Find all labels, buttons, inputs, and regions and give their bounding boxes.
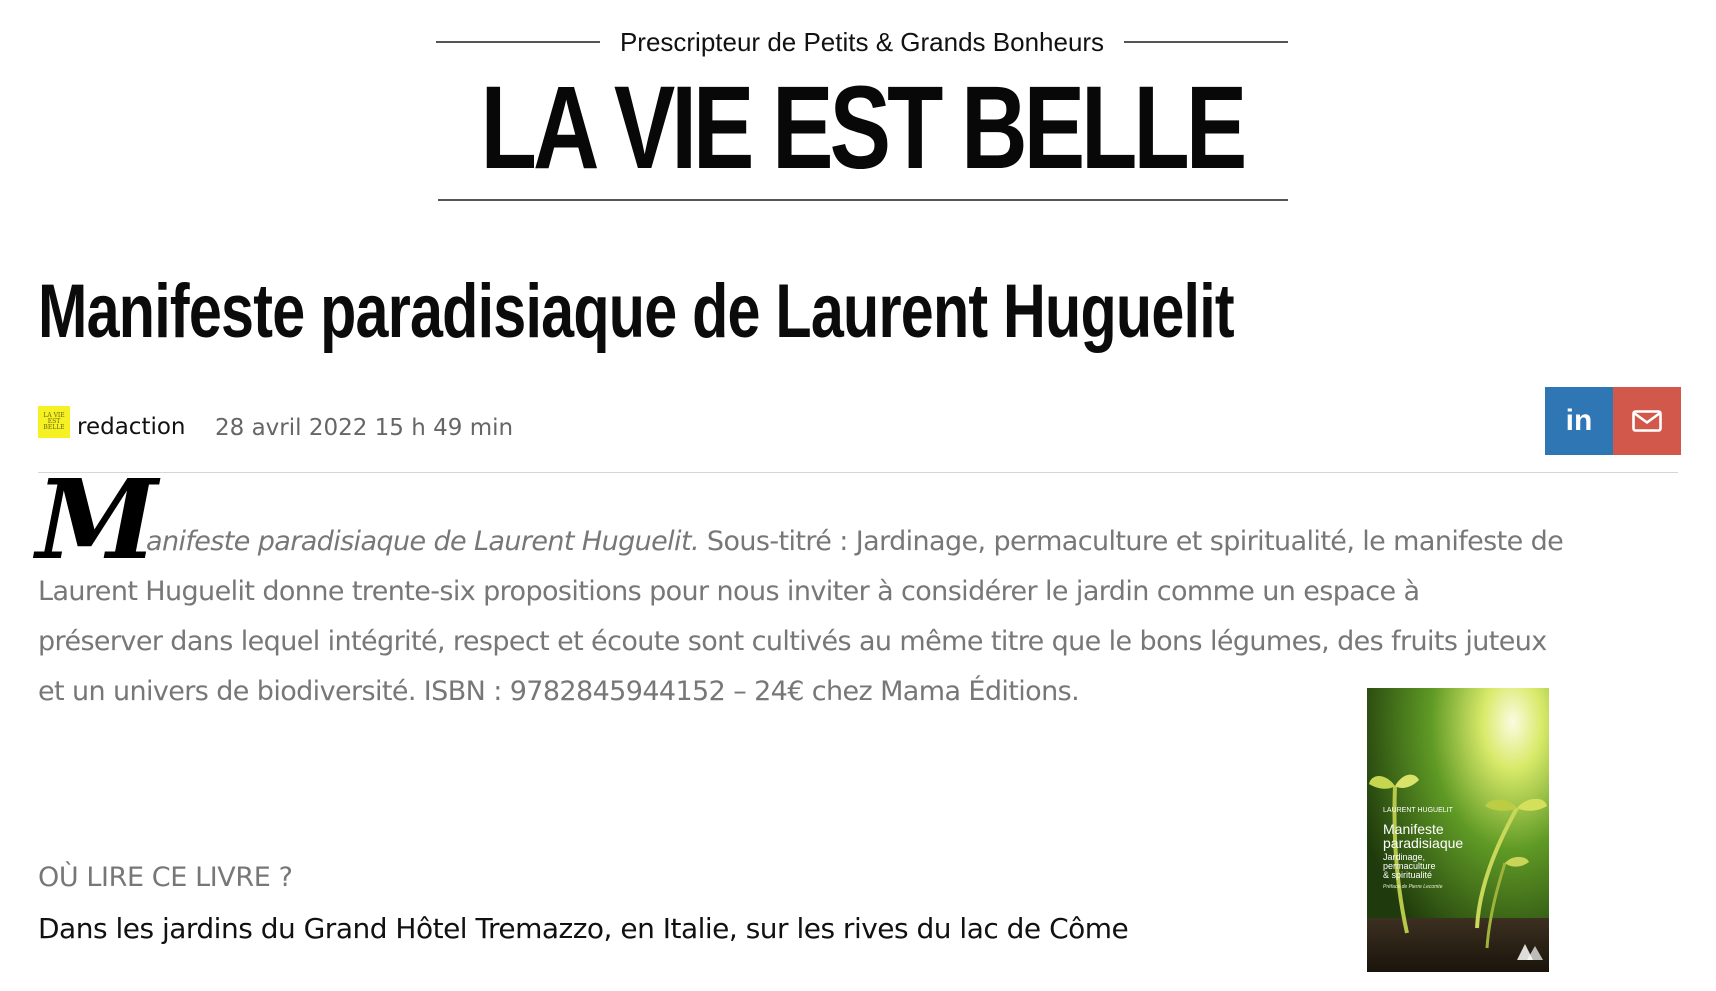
masthead-tagline-row bbox=[436, 22, 1288, 62]
author-link[interactable]: redaction bbox=[77, 414, 186, 440]
tagline-rule-left bbox=[436, 41, 600, 43]
book-cover-image bbox=[1367, 688, 1549, 972]
cover-author: LAURENT HUGUELIT bbox=[1383, 807, 1453, 814]
intro-rest: Sous-titré : Jardinage, permaculture et spiritualité, le manifeste de bbox=[698, 526, 1564, 557]
envelope-icon bbox=[1632, 410, 1662, 432]
body-line-1 bbox=[146, 522, 1563, 562]
cover-title-line2: paradisiaque bbox=[1383, 835, 1464, 851]
article-title: Manifeste paradisiaque de Laurent Huguelit bbox=[38, 269, 1234, 354]
book-cover-artwork bbox=[1367, 688, 1549, 972]
avatar-text: LA VIE EST BELLE bbox=[43, 412, 65, 431]
body-line-4: et un univers de biodiversité. ISBN : 9782845944152 – 24€ chez Mama Éditions. bbox=[38, 676, 1080, 707]
tagline-rule-right bbox=[1124, 41, 1288, 43]
share-email-button[interactable] bbox=[1613, 387, 1681, 455]
where-to-read-heading: OÙ LIRE CE LIVRE ? bbox=[38, 862, 293, 893]
linkedin-icon: in bbox=[1565, 404, 1593, 437]
body-line-2: Laurent Huguelit donne trente-six propositions pour nous inviter à considérer le jardin comme un espace à bbox=[38, 576, 1420, 607]
where-to-read-location: Dans les jardins du Grand Hôtel Tremazzo, en Italie, sur les rives du lac de Côme bbox=[38, 912, 1129, 945]
cover-subtitle-line1: Jardinage, bbox=[1383, 852, 1426, 862]
site-logo-title[interactable]: LA VIE EST BELLE bbox=[480, 62, 1244, 194]
site-title-underline bbox=[438, 199, 1288, 201]
cover-title-line1: Manifeste bbox=[1383, 821, 1444, 837]
cover-preface: Préface de Pierre Lecomte bbox=[1383, 884, 1443, 890]
cover-subtitle-line3: & spiritualité bbox=[1383, 870, 1433, 880]
cover-subtitle-line2: permaculture bbox=[1383, 861, 1436, 871]
share-linkedin-button[interactable] bbox=[1545, 387, 1613, 455]
author-avatar[interactable] bbox=[38, 406, 70, 438]
post-date: 28 avril 2022 15 h 49 min bbox=[215, 415, 514, 441]
drop-cap: M bbox=[36, 455, 158, 584]
site-tagline: Prescripteur de Petits & Grands Bonheurs bbox=[619, 26, 1105, 57]
body-line-3: préserver dans lequel intégrité, respect et écoute sont cultivés au même titre que le bons légumes, des fruits juteux bbox=[38, 626, 1547, 657]
intro-italic: anifeste paradisiaque de Laurent Huguelit. bbox=[146, 526, 699, 557]
meta-divider bbox=[38, 472, 1678, 473]
